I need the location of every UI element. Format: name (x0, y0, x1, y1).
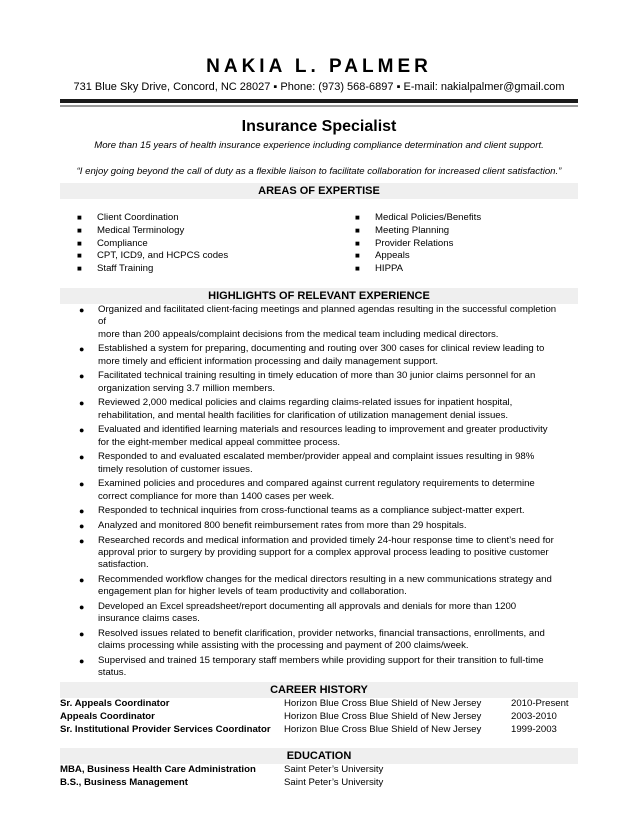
expertise-item: ■ Client Coordination (77, 212, 179, 223)
expertise-item: ■ Compliance (77, 237, 148, 249)
bullet-icon: ● (79, 628, 85, 639)
bullet-icon: ● (79, 601, 85, 612)
expertise-item: ■ Meeting Planning (355, 224, 450, 236)
expertise-heading: AREAS OF EXPERTISE (60, 183, 578, 199)
bullet-icon: ● (79, 479, 85, 490)
job-role: Sr. Institutional Provider Services Coordinator (60, 724, 271, 735)
bullet-icon: ● (79, 574, 85, 585)
career-row (60, 711, 580, 724)
bullet-icon: ■ (355, 264, 360, 274)
highlight-item: ● Recommended workflow changes for the medical directors resulting in a new communications strategy and engagement plan for higher levels of team productivity and collaboration. (79, 573, 552, 598)
highlight-item: ● Resolved issues related to benefit clarification, provider networks, financial transactions, enrollments, and claims processing while assisting with the processing and payment of 200 claims/week. (79, 627, 545, 652)
bullet-icon: ● (79, 398, 85, 409)
bullet-icon: ■ (355, 238, 360, 248)
job-role: Sr. Appeals Coordinator (60, 698, 170, 709)
highlight-item: ● Established a system for preparing, documenting and routing over 300 cases for clinical review leading to more timely and efficient information processing and daily management support. (79, 343, 545, 367)
expertise-item: ■ HIPPA (355, 263, 404, 275)
highlight-item: ● Analyzed and monitored 800 benefit reimbursement rates from more than 29 hospitals. (79, 519, 467, 531)
highlight-item: ● Reviewed 2,000 medical policies and claims regarding claims-related issues for inpatient hospital, rehabilitation, and mental health facilities for clarification of utilization management denial issues. (79, 397, 513, 421)
highlight-item: ● Examined policies and procedures and compared against current regulatory requirements to determine correct compliance for more than 1400 cases per week. (79, 478, 535, 502)
expertise-item: ■ Medical Policies/Benefits (355, 212, 482, 223)
expertise-item: ■ Provider Relations (355, 237, 454, 249)
education-row (60, 777, 580, 790)
summary-statement: More than 15 years of health insurance experience including compliance determination and client support. (94, 140, 544, 151)
job-dates: 2003-2010 (511, 711, 557, 722)
applicant-name: NAKIA L. PALMER (206, 56, 432, 77)
school: Saint Peter’s University (284, 764, 384, 775)
job-dates: 1999-2003 (511, 724, 557, 735)
job-title: Insurance Specialist (241, 118, 397, 135)
header-rule-thin (60, 105, 578, 107)
employer: Horizon Blue Cross Blue Shield of New Jersey (284, 724, 482, 735)
expertise-item: ■ Staff Training (77, 263, 154, 275)
career-row (60, 698, 580, 711)
bullet-icon: ● (79, 506, 85, 517)
expertise-item: ■ Appeals (355, 250, 410, 262)
highlight-item: ● Developed an Excel spreadsheet/report documenting all approvals and denials for more than 1200 insurance claims cases. (79, 600, 517, 625)
education-heading: EDUCATION (60, 748, 578, 764)
bullet-icon: ● (79, 520, 85, 531)
bullet-icon: ■ (77, 213, 82, 222)
highlight-item: ● Supervised and trained 15 temporary staff members while providing support for their transition to full-time status. (79, 654, 544, 679)
bullet-icon: ■ (355, 225, 360, 235)
highlight-item: ● Researched records and medical information and provided timely 24-hour response time to client’s need for approval prior to surgery by providing support for a complex approval process leading to positive customer satisfaction. (79, 534, 554, 571)
highlight-item: ● Responded to and evaluated escalated member/provider appeal and complaint issues resulting in 98% timely resolution of customer issues. (79, 451, 535, 475)
bullet-icon: ● (79, 655, 85, 666)
bullet-icon: ■ (77, 225, 82, 235)
school: Saint Peter’s University (284, 777, 384, 788)
career-row (60, 724, 580, 737)
header-rule-thick (60, 99, 578, 103)
bullet-icon: ● (79, 452, 85, 463)
bullet-icon: ● (79, 305, 85, 315)
highlights-list (60, 304, 560, 682)
highlight-item: ● Organized and facilitated client-facing meetings and planned agendas resulting in the successful completion of more than 200 appeals/complaint decisions from the medical team including medical directors. (79, 304, 557, 340)
education-row (60, 764, 580, 777)
job-dates: 2010-Present (511, 698, 569, 709)
bullet-icon: ● (79, 344, 85, 355)
degree: B.S., Business Management (60, 777, 188, 788)
expertise-item: ■ Medical Terminology (77, 224, 185, 236)
bullet-icon: ● (79, 535, 85, 546)
highlight-item: ● Responded to technical inquiries from cross-functional teams as a compliance subject-matter expert. (79, 505, 525, 517)
expertise-list-right (355, 212, 481, 276)
bullet-icon: ● (79, 371, 85, 382)
expertise-item: ■ CPT, ICD9, and HCPCS codes (77, 250, 229, 262)
bullet-icon: ■ (77, 264, 82, 274)
contact-line: 731 Blue Sky Drive, Concord, NC 28027 ▪ Phone: (973) 568-6897 ▪ E-mail: nakialpalmer@gmail.com (73, 81, 565, 93)
bullet-icon: ■ (77, 238, 82, 248)
expertise-list-left (77, 212, 228, 276)
highlight-item: ● Facilitated technical training resulting in timely education of more than 30 junior claims personnel for an organization serving 3.7 million members. (79, 370, 536, 394)
bullet-icon: ■ (355, 213, 360, 222)
highlights-heading: HIGHLIGHTS OF RELEVANT EXPERIENCE (60, 288, 578, 304)
highlight-item: ● Evaluated and identified learning materials and resources leading to improvement and greater productivity for the eight-member medical appeal committee process. (79, 424, 548, 448)
bullet-icon: ■ (77, 251, 82, 261)
career-heading: CAREER HISTORY (60, 682, 578, 698)
employer: Horizon Blue Cross Blue Shield of New Jersey (284, 711, 482, 722)
employer: Horizon Blue Cross Blue Shield of New Jersey (284, 698, 482, 709)
job-role: Appeals Coordinator (60, 711, 155, 722)
bullet-icon: ■ (355, 251, 360, 261)
degree: MBA, Business Health Care Administration (60, 764, 256, 775)
bullet-icon: ● (79, 425, 85, 436)
personal-quote: “I enjoy going beyond the call of duty as a flexible liaison to facilitate collaboration for increased client satisfaction.” (76, 166, 562, 177)
